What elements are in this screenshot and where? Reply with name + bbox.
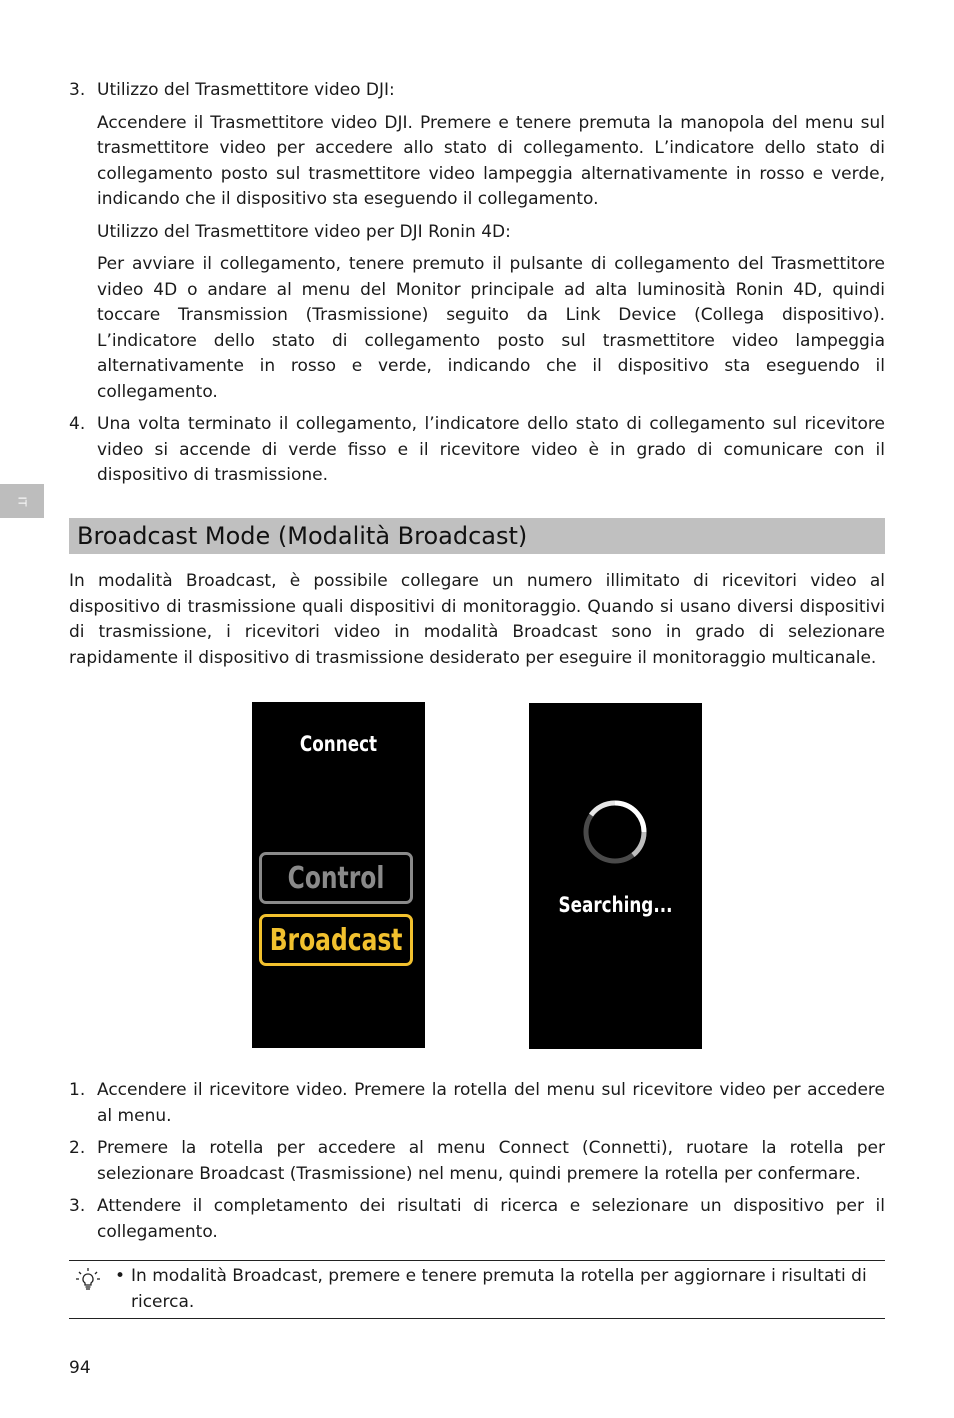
step-text: Premere la rotella per accedere al menu Connect (Connetti), ruotare la rotella per selezionare Broadcast (Trasmissione) nel menu, quindi premere la rotella per confermare.	[97, 1138, 885, 1184]
tip-text: In modalità Broadcast, premere e tenere premuta la rotella per aggiornare i risultati di ricerca.	[131, 1266, 867, 1312]
step-text: Accendere il ricevitore video. Premere la rotella del menu sul ricevitore video per accedere al menu.	[97, 1080, 885, 1126]
connect-screen	[252, 702, 425, 1048]
section-intro	[69, 569, 885, 671]
section-title: Broadcast Mode (Modalità Broadcast)	[77, 522, 528, 550]
loading-spinner-icon	[581, 798, 649, 866]
step-heading: Utilizzo del Trasmettitore video DJI:	[97, 80, 395, 100]
broadcast-option[interactable]	[259, 914, 413, 966]
step-number: 3.	[69, 80, 86, 100]
control-option[interactable]	[259, 852, 413, 904]
screen-title: Connect	[299, 732, 378, 756]
step-3	[69, 1194, 885, 1245]
intro-paragraph: In modalità Broadcast, è possibile collegare un numero illimitato di ricevitori video al dispositivo di trasmissione quali dispositivi di monitoraggio. Quando si usano diversi dispositivi di trasmissione, i ricevitori video in modalità Broadcast sono in grado di selezionare rapidamente il dispositivo di trasmissione desiderato per eseguire il monitoraggio multicanale.	[69, 571, 885, 668]
top-steps	[69, 78, 885, 489]
step-number: 2.	[69, 1138, 86, 1158]
tip-bullet: •	[115, 1266, 126, 1286]
step-3	[69, 78, 885, 104]
step-number: 1.	[69, 1080, 86, 1100]
step-heading-2: Utilizzo del Trasmettitore video per DJI Ronin 4D:	[97, 221, 511, 242]
step-1	[69, 1078, 885, 1129]
broadcast-option-label: Broadcast	[269, 922, 403, 958]
tip-box	[69, 1260, 885, 1319]
step-number: 4.	[69, 414, 86, 434]
searching-label: Searching...	[558, 893, 673, 917]
section-header	[69, 518, 885, 554]
step-text: Una volta terminato il collegamento, l’indicatore dello stato di collegamento sul ricevitore video si accende di verde fisso e il ricevitore video è in grado di comunicare con il dispositivo di trasmissione.	[97, 414, 885, 485]
step-text: Attendere il completamento dei risultati di ricerca e selezionare un dispositivo per il collegamento.	[97, 1196, 885, 1242]
searching-screen	[529, 703, 702, 1049]
page-number: 94	[69, 1358, 91, 1378]
language-tab	[0, 484, 44, 518]
bottom-steps	[69, 1078, 885, 1245]
step-paragraph: Accendere il Trasmettitore video DJI. Premere e tenere premuta la manopola del menu sul trasmettitore video per accedere allo stato di collegamento. L’indicatore dello stato di collegamento posto sul trasmettitore video lampeggia alternativamente in rosso e verde, indicando che il dispositivo sta eseguendo il collegamento.	[97, 112, 885, 209]
step-number: 3.	[69, 1196, 86, 1216]
control-option-label: Control	[287, 860, 385, 896]
step-4	[69, 412, 885, 489]
step-2	[69, 1136, 885, 1187]
lightbulb-icon	[75, 1267, 101, 1293]
language-tab-label: IT	[15, 496, 29, 506]
step-paragraph-2: Per avviare il collegamento, tenere premuto il pulsante di collegamento del Trasmettitore video 4D o andare al menu del Monitor principale ad alta luminosità Ronin 4D, quindi toccare Transmission (Trasmissione) seguito da Link Device (Collega dispositivo). L’indicatore dello stato di collegamento posto sul trasmettitore video lampeggia alternativamente in rosso e verde, indicando che il dispositivo sta eseguendo il collegamento.	[97, 254, 885, 402]
